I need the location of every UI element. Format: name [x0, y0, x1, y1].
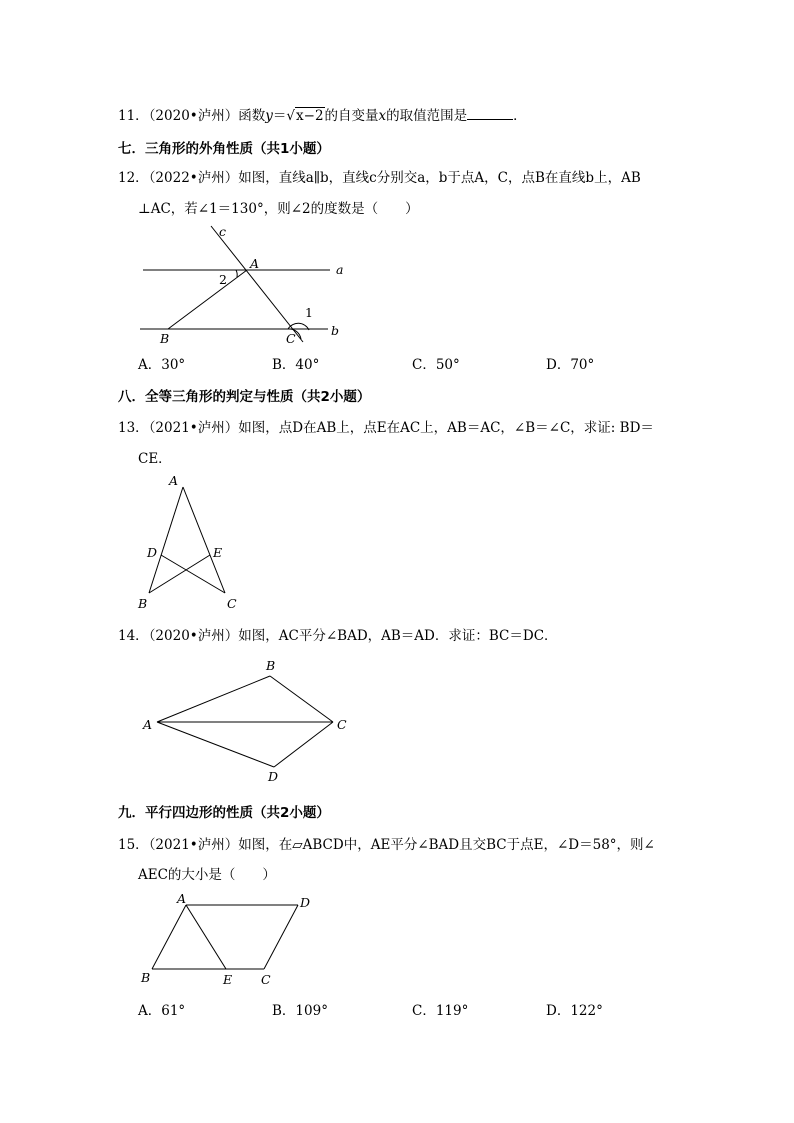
q15-option-c: C．119° [412, 1003, 469, 1019]
q13-line-2: CE． [138, 451, 172, 467]
q12-label-c: c [219, 224, 227, 239]
q15-segment-cd [264, 905, 298, 969]
q14-label-D: D [268, 769, 279, 784]
section-8-heading: 八．全等三角形的判定与性质（共2小题） [118, 389, 371, 405]
q13-label-B: B [138, 596, 148, 611]
q15-number: 15． [118, 837, 149, 853]
q13-label-A: A [169, 473, 179, 488]
q15-segment-ae [186, 905, 226, 969]
q13-label-C: C [227, 596, 237, 611]
q12-line-2: ⊥AC，若∠1＝130°，则∠2的度数是（ ） [138, 201, 419, 217]
q11-text-after-2: 的取值范围是 [386, 108, 468, 124]
q11-text-before: 函数 [238, 108, 266, 124]
q11-var-x: x [378, 108, 387, 124]
q15-label-D: D [300, 895, 311, 910]
q14-number: 14． [118, 628, 149, 644]
q15-line-2: AEC的大小是（ ） [138, 867, 276, 883]
q12-text-1: （2022•泸州）如图，直线a∥b，直线c分别交a，b于点A，C，点B在直线b上，AB [148, 170, 641, 186]
q15-text-1: （2021•泸州）如图，在▱ABCD中，AE平分∠BAD且交BC于点E，∠D＝58°，则∠ [148, 837, 655, 853]
q12-option-b: B．40° [272, 357, 320, 373]
q12-label-2: 2 [219, 272, 227, 287]
q15-option-d: D．122° [546, 1003, 603, 1019]
q13-text-1: （2021•泸州）如图，点D在AB上，点E在AC上，AB＝AC，∠B＝∠C，求证: BD＝ [148, 420, 654, 436]
q13-label-E: E [213, 545, 223, 560]
q11-radical: √ [286, 108, 296, 124]
q14-label-C: C [337, 717, 347, 732]
section-7-heading: 七．三角形的外角性质（共1小题） [118, 141, 330, 157]
q13-label-D: D [147, 545, 158, 560]
q12-label-a: a [336, 262, 344, 277]
q15-segment-ab [152, 905, 186, 969]
q12-label-1: 1 [305, 305, 313, 320]
q15-label-A: A [177, 891, 187, 906]
q14-label-A: A [143, 717, 153, 732]
q15-option-b: B．109° [272, 1003, 328, 1019]
q11-source: （2020•泸州） [148, 108, 239, 124]
q11-eq: ＝ [272, 108, 287, 124]
q14-label-B: B [266, 658, 276, 673]
q12-label-C: C [286, 331, 296, 346]
q12-number: 12． [118, 170, 149, 186]
q15-label-E: E [223, 972, 233, 987]
q11-number: 11． [118, 108, 149, 124]
q15-label-C: C [261, 972, 271, 987]
q11-text-after-1: 的自变量 [324, 108, 379, 124]
q12-label-b: b [331, 323, 340, 338]
q11-radicand: x−2 [296, 108, 324, 124]
q11-var-y: y [265, 108, 273, 124]
q12-option-d: D．70° [546, 357, 595, 373]
section-9-heading: 九．平行四边形的性质（共2小题） [118, 805, 330, 821]
q12-option-c: C．50° [412, 357, 460, 373]
q12-label-A: A [250, 256, 260, 271]
q12-label-B: B [160, 331, 170, 346]
q13-number: 13． [118, 420, 149, 436]
q15-label-B: B [141, 970, 151, 985]
q14-text-1: （2020•泸州）如图，AC平分∠BAD，AB＝AD．求证：BC＝DC． [148, 628, 558, 644]
q12-option-a: A．30° [138, 357, 186, 373]
q15-option-a: A．61° [138, 1003, 186, 1019]
q11-end: ． [513, 108, 527, 124]
